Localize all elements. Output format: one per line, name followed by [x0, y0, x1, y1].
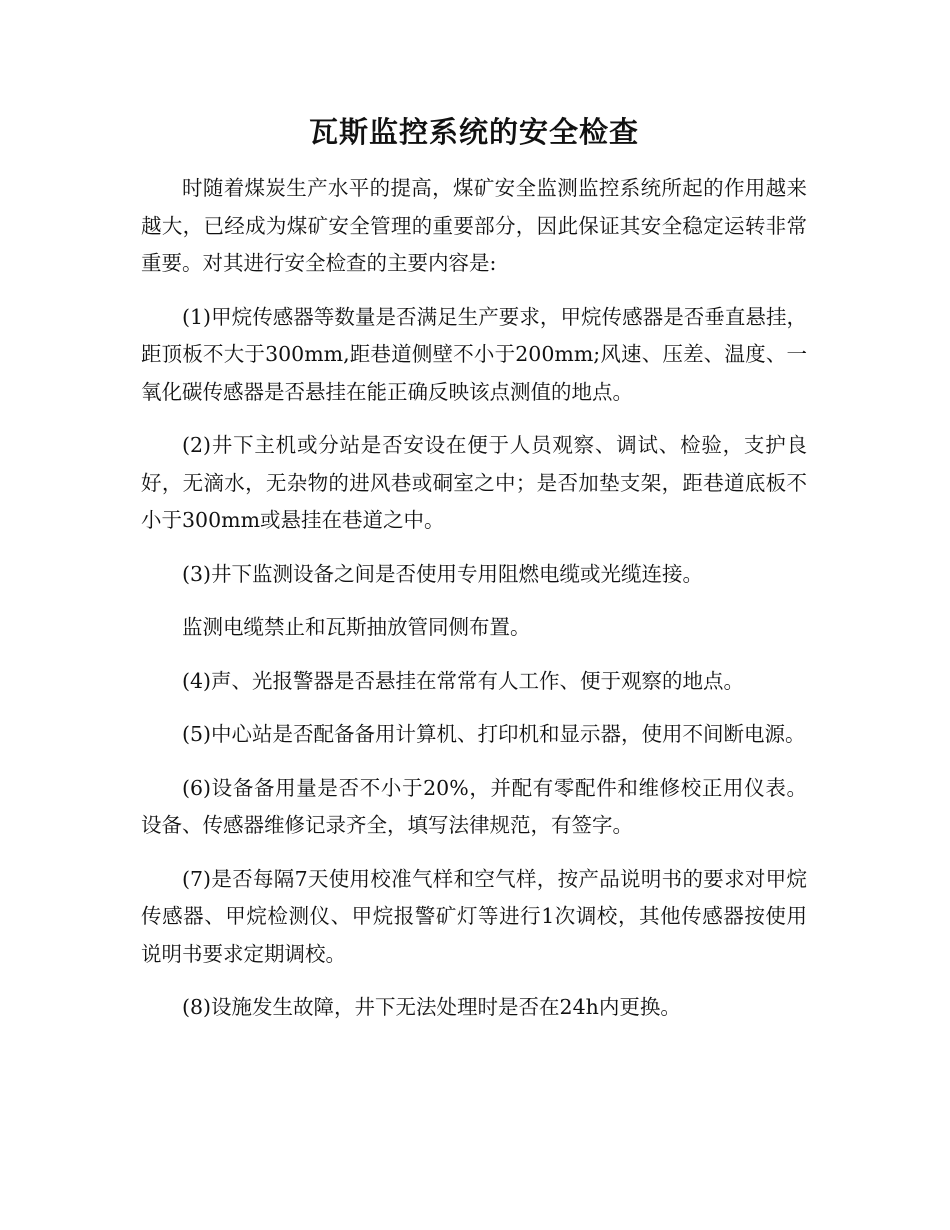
check-item-3: (3)井下监测设备之间是否使用专用阻燃电缆或光缆连接。	[182, 561, 704, 586]
check-item-8: (8)设施发生故障，井下无法处理时是否在24h内更换。	[182, 995, 681, 1019]
check-item-4: (4)声、光报警器是否悬挂在常常有人工作、便于观察的地点。	[182, 668, 745, 693]
check-item-1: (1)甲烷传感器等数量是否满足生产要求，甲烷传感器是否垂直悬挂，距顶板不大于300mm,距巷道侧壁不小于200mm;风速、压差、温度、一氧化碳传感器是否悬挂在能正确反映该点测值的地点。	[141, 304, 807, 404]
cable-note: 监测电缆禁止和瓦斯抽放管同侧布置。	[182, 615, 531, 639]
document-page	[141, 112, 807, 1043]
check-item-2: (2)井下主机或分站是否安设在便于人员观察、调试、检验，支护良好，无滴水，无杂物的进风巷或硐室之中；是否加垫支架，距巷道底板不小于300mm或悬挂在巷道之中。	[141, 433, 807, 532]
check-item-5: (5)中心站是否配备备用计算机、打印机和显示器，使用不间断电源。	[182, 722, 806, 746]
document-title: 瓦斯监控系统的安全检查	[308, 115, 639, 149]
check-item-6: (6)设备备用量是否不小于20%，并配有零配件和维修校正用仪表。设备、传感器维修记录齐全，填写法律规范，有签字。	[141, 775, 807, 837]
intro-paragraph: 时随着煤炭生产水平的提高，煤矿安全监测监控系统所起的作用越来越大，已经成为煤矿安全管理的重要部分，因此保证其安全稳定运转非常重要。对其进行安全检查的主要内容是:	[141, 176, 807, 275]
check-item-7: (7)是否每隔7天使用校准气样和空气样，按产品说明书的要求对甲烷传感器、甲烷检测仪、甲烷报警矿灯等进行1次调校，其他传感器按使用说明书要求定期调校。	[141, 866, 807, 966]
